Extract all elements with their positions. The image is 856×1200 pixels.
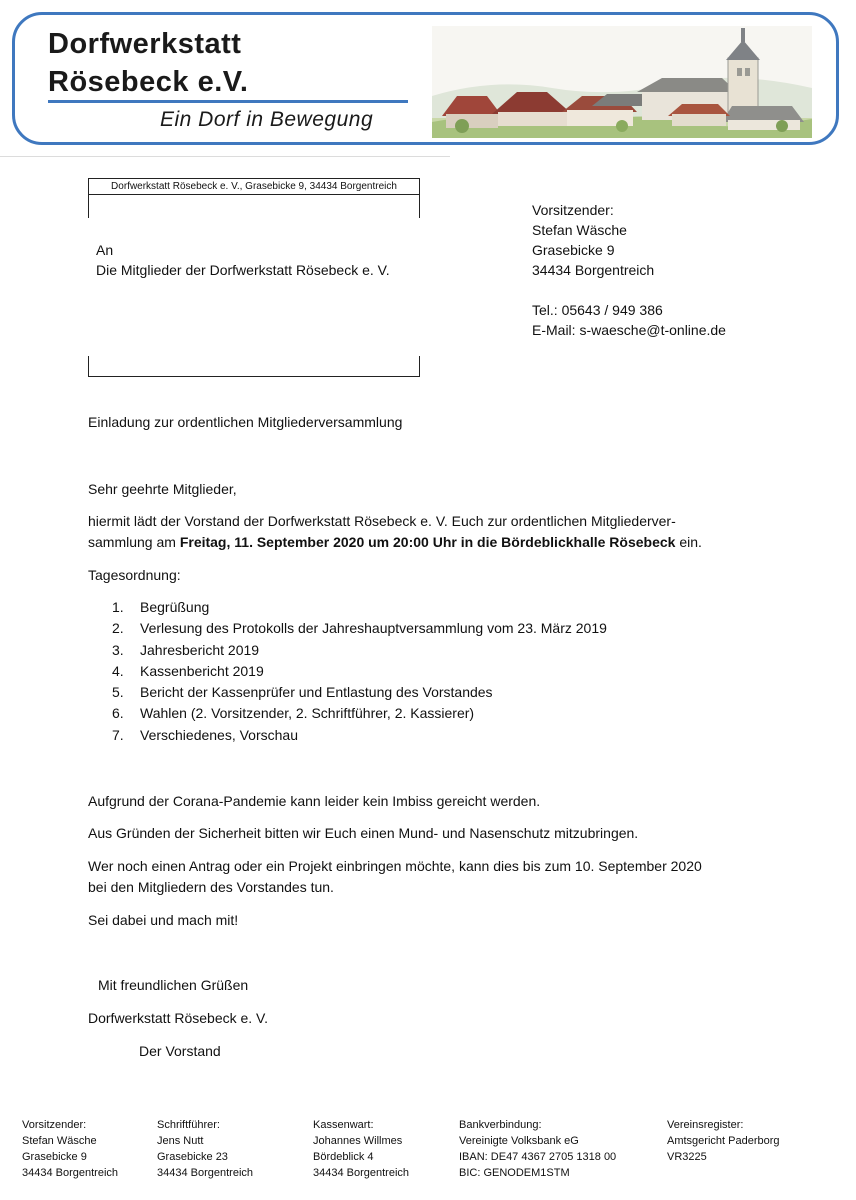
contact-city: 34434 Borgentreich bbox=[532, 262, 655, 278]
contact-phone: Tel.: 05643 / 949 386 bbox=[532, 302, 663, 318]
contact-email: E-Mail: s-waesche@t-online.de bbox=[532, 322, 726, 338]
header-divider bbox=[0, 156, 450, 157]
village-illustration bbox=[432, 26, 812, 138]
window-corner-mark bbox=[419, 194, 420, 218]
window-corner-mark bbox=[419, 356, 420, 377]
window-corner-mark bbox=[88, 356, 89, 377]
agenda-item: 3. Jahresbericht 2019 bbox=[112, 641, 260, 658]
window-bottom-line bbox=[88, 376, 420, 377]
recipient-line: Die Mitglieder der Dorfwerkstatt Rösebeck e. V. bbox=[96, 262, 390, 278]
agenda-item: 5. Bericht der Kassenprüfer und Entlastung des Vorstandes bbox=[112, 684, 493, 701]
window-corner-mark bbox=[88, 194, 89, 218]
intro-paragraph bbox=[88, 511, 748, 553]
footer-chair: Vorsitzender: Stefan Wäsche Grasebicke 9 34434 Borgentreich bbox=[22, 1119, 119, 1179]
agenda-item: 7. Verschiedenes, Vorschau bbox=[112, 726, 298, 743]
agenda-list bbox=[112, 597, 607, 746]
agenda-item: 2. Verlesung des Protokolls der Jahreshauptversammlung vom 23. März 2019 bbox=[112, 620, 607, 637]
agenda-item: 1. Begrüßung bbox=[112, 599, 210, 615]
contact-block bbox=[532, 200, 726, 340]
intro-text: sammlung am bbox=[88, 534, 180, 550]
brand-name-line1: Dorfwerkstatt bbox=[48, 28, 242, 60]
intro-line: hiermit lädt der Vorstand der Dorfwerkstatt Rösebeck e. V. Euch zur ordentlichen Mitgliederver- bbox=[88, 513, 676, 529]
corona-note: Aufgrund der Corana-Pandemie kann leider kein Imbiss gereicht werden. bbox=[88, 793, 541, 809]
letter-greeting: Sehr geehrte Mitglieder, bbox=[88, 481, 237, 497]
recipient-address bbox=[96, 240, 390, 280]
intro-text: ein. bbox=[675, 534, 702, 550]
contact-name: Stefan Wäsche bbox=[532, 222, 627, 238]
signature-organisation: Dorfwerkstatt Rösebeck e. V. bbox=[88, 1010, 269, 1026]
tagline: Ein Dorf in Bewegung bbox=[160, 108, 374, 131]
mask-note: Aus Gründen der Sicherheit bitten wir Euch einen Mund- und Nasenschutz mitzubringen. bbox=[88, 825, 639, 841]
proposal-note: Wer noch einen Antrag oder ein Projekt einbringen möchte, kann dies bis zum 10. September 2020 bei den Mitgliedern des Vorstandes tun. bbox=[88, 858, 702, 895]
recipient-line: An bbox=[96, 242, 114, 258]
agenda-label: Tagesordnung: bbox=[88, 567, 181, 583]
meeting-date-location: Freitag, 11. September 2020 um 20:00 Uhr in die Bördeblickhalle Rösebeck bbox=[179, 534, 676, 550]
footer-treasurer: Kassenwart: Johannes Willmes Bördeblick 4 34434 Borgentreich bbox=[313, 1119, 410, 1179]
footer-bank: Bankverbindung: Vereinigte Volksbank eG IBAN: DE47 4367 2705 1318 00 BIC: GENODEM1STM bbox=[459, 1119, 617, 1179]
brand-underline bbox=[48, 100, 408, 103]
agenda-item: 4. Kassenbericht 2019 bbox=[112, 662, 264, 679]
footer-secretary: Schriftführer: Jens Nutt Grasebicke 23 34434 Borgentreich bbox=[157, 1119, 254, 1179]
closing: Mit freundlichen Grüßen bbox=[98, 977, 249, 993]
invite-line: Sei dabei und mach mit! bbox=[88, 912, 239, 928]
brand-name-line2: Rösebeck e.V. bbox=[48, 66, 249, 98]
agenda-item: 6. Wahlen (2. Vorsitzender, 2. Schriftführer, 2. Kassierer) bbox=[112, 705, 475, 722]
footer-register: Vereinsregister: Amtsgericht Paderborg VR3225 bbox=[667, 1119, 780, 1163]
sender-line: Dorfwerkstatt Rösebeck e. V., Grasebicke 9, 34434 Borgentreich bbox=[88, 178, 420, 195]
signature-by: Der Vorstand bbox=[139, 1043, 221, 1059]
contact-role: Vorsitzender: bbox=[532, 202, 614, 218]
contact-street: Grasebicke 9 bbox=[532, 242, 615, 258]
letter-subject: Einladung zur ordentlichen Mitgliederversammlung bbox=[88, 414, 403, 430]
